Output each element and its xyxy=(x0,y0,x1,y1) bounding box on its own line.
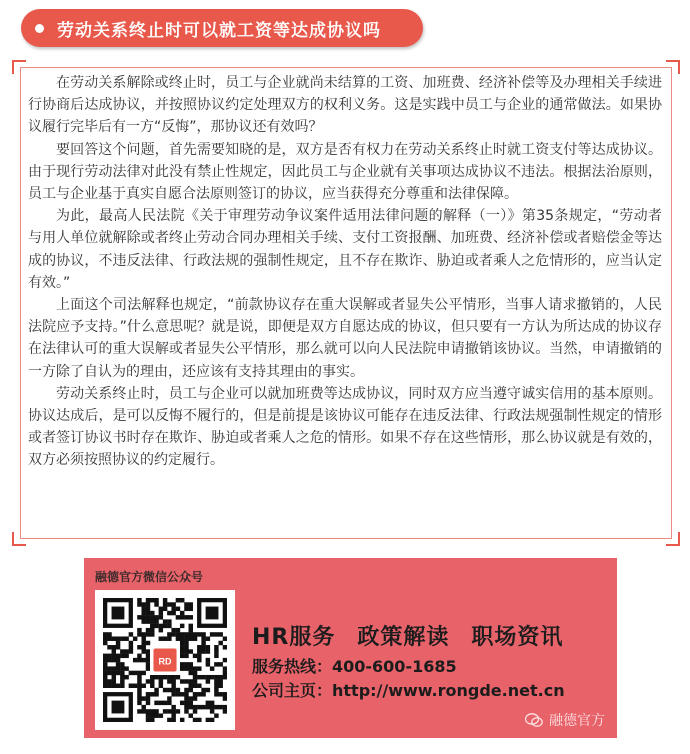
watermark-text: 融德官方 xyxy=(549,713,605,729)
slogan-item: 职场资讯 xyxy=(471,625,564,650)
qr-code-icon xyxy=(103,598,227,722)
slogan-item: 政策解读 xyxy=(357,625,450,650)
qr-code[interactable] xyxy=(95,590,235,730)
banner-label: 融德官方微信公众号 xyxy=(95,570,204,584)
paragraph: 为此，最高人民法院《关于审理劳动争议案件适用法律问题的解释（一）》第35条规定，“劳动者与用人单位就解除或者终止劳动合同办理相关手续、支付工资报酬、加班费、经济补偿或者赔偿金等达成的协议，不违反法律、行政法规的强制性规定，且不存在欺诈、胁迫或者乘人之危情形的，应当认定有效。” xyxy=(28,208,662,291)
article-body xyxy=(28,72,662,472)
watermark xyxy=(525,710,605,730)
slogan xyxy=(252,620,585,651)
promo-banner xyxy=(84,558,617,738)
slogan-item: HR服务 xyxy=(252,625,336,650)
wechat-icon xyxy=(525,713,543,727)
hotline: 服务热线：400-600-1685 xyxy=(252,657,457,676)
title-bar xyxy=(21,9,423,47)
page-title: 劳动关系终止时可以就工资等达成协议吗 xyxy=(57,20,381,41)
bullet-dot-icon xyxy=(35,24,44,33)
paragraph: 上面这个司法解释也规定，“前款协议存在重大误解或者显失公平情形，当事人请求撤销的，人民法院应予支持。”什么意思呢？就是说，即便是双方自愿达成的协议，但只要有一方认为所达成的协议存在法律认可的重大误解或者显失公平情形，那么就可以向人民法院申请撤销该协议。当然，申请撤销的一方除了自认为的理由，还应该有支持其理由的事实。 xyxy=(28,297,662,380)
paragraph: 在劳动关系解除或终止时，员工与企业就尚未结算的工资、加班费、经济补偿等及办理相关手续进行协商后达成协议，并按照协议约定处理双方的权利义务。这是实践中员工与企业的通常做法。如果协议履行完毕后有一方“反悔”，那协议还有效吗？ xyxy=(28,75,662,136)
homepage-link[interactable]: 公司主页：http://www.rongde.net.cn xyxy=(252,681,565,700)
paragraph: 要回答这个问题，首先需要知晓的是，双方是否有权力在劳动关系终止时就工资支付等达成协议。由于现行劳动法律对此没有禁止性规定，因此员工与企业就有关事项达成协议不违法。根据法治原则，员工与企业基于真实自愿合法原则签订的协议，应当获得充分尊重和法律保障。 xyxy=(28,141,662,203)
paragraph: 劳动关系终止时，员工与企业可以就加班费等达成协议，同时双方应当遵守诚实信用的基本原则。协议达成后，是可以反悔不履行的，但是前提是该协议可能存在违反法律、行政法规强制性规定的情形或者签订协议书时存在欺诈、胁迫或者乘人之危的情形。如果不存在这些情形，那么协议就是有效的，双方必须按照协议的约定履行。 xyxy=(28,385,662,469)
svg-text:RD: RD xyxy=(158,656,172,667)
